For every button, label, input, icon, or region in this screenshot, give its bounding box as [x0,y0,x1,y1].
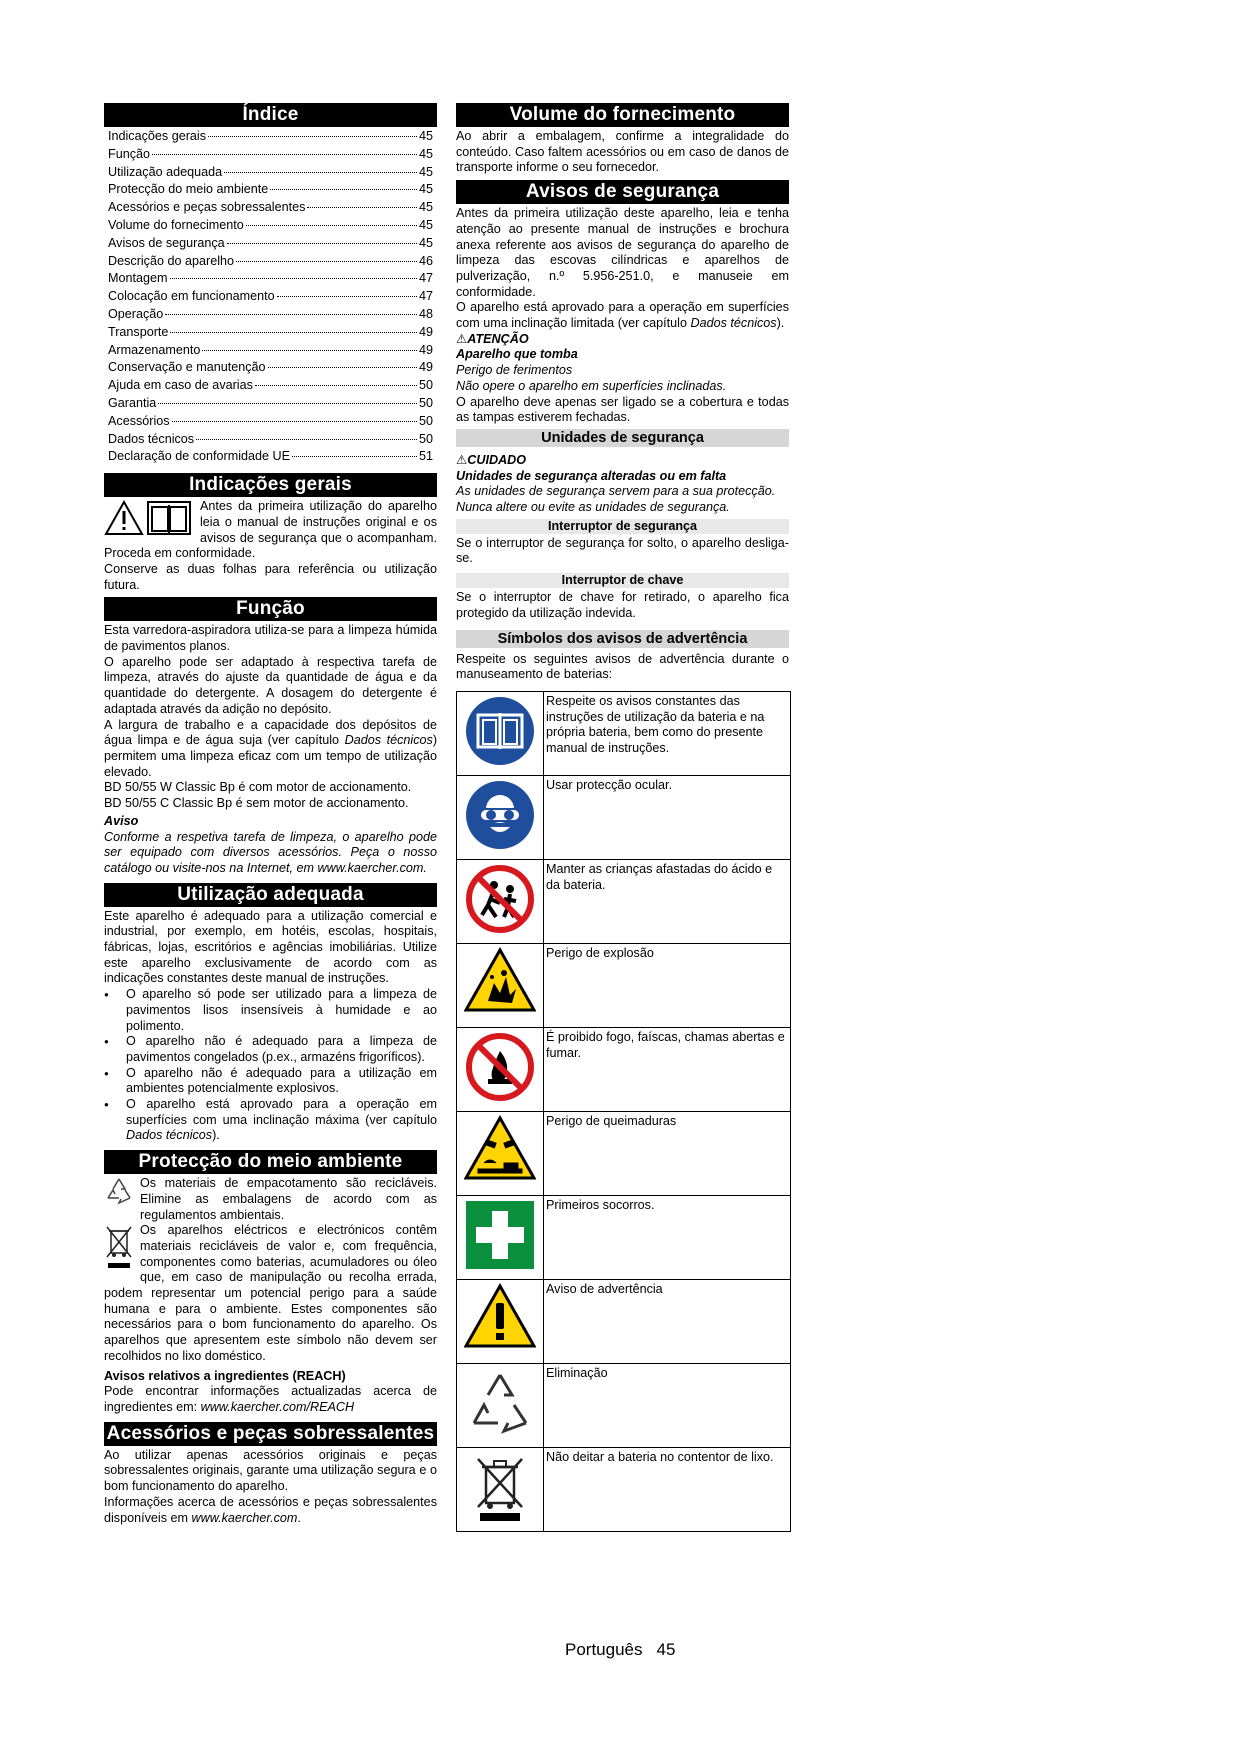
kaercher-link[interactable]: www.kaercher.com [191,1510,298,1525]
symbols-intro: Respeite os seguintes avisos de advertência durante o manuseamento de baterias: [456,651,789,682]
attention-line-2: Não opere o aparelho em superfícies inclinadas. [456,378,727,393]
intended-use-text: Este aparelho é adequado para a utilização comercial e industrial, por exemplo, em hotéis, escolas, hospitais, fábricas, lojas, escritórios e agências imobiliárias. Utilize este aparelho exclusivamente de acordo com as indicações constantes deste manual de instruções. [104,908,437,986]
attention-title: Aparelho que tomba [456,347,578,362]
function-note-text: Conforme a respetiva tarefa de limpeza, o aparelho pode ser equipado com diversos acessórios. Peça o nosso catálogo ou visite-nos na Internet, em www.kaercher.com. [104,829,437,875]
function-text-4: BD 50/55 W Classic Bp é com motor de accionamento. [104,780,412,795]
toc-leader [170,278,417,279]
safety-switch-text: Se o interruptor de segurança for solto, o aparelho desliga-se. [456,535,789,566]
warning-icon [457,1279,544,1363]
toc-entry[interactable] [108,396,433,414]
safety-text-2a: O aparelho está aprovado para a operação em superfícies com uma inclinação limitada (ver capítulo [456,300,789,331]
function-text-3 [104,718,437,781]
toc-entry-page: 49 [418,342,433,357]
caution-label [456,453,789,469]
toc-entry-label: Montagem [108,271,168,286]
symbol-description: Aviso de advertência [544,1279,791,1363]
table-row [457,1027,791,1111]
accessories-text-1: Ao utilizar apenas acessórios originais e peças sobressalentes originais, garante uma utilização segura e o bom funcionamento do aparelho. [104,1447,437,1494]
reach-text [104,1384,437,1415]
symbol-description: É proibido fogo, faíscas, chamas abertas e fumar. [544,1027,791,1111]
toc-entry-label: Utilização adequada [108,164,223,179]
toc-entry-label: Descrição do aparelho [108,253,235,268]
left-column [104,103,437,1526]
toc-entry-page: 48 [418,306,433,321]
toc-entry-page: 45 [418,235,433,250]
recycling-icon [104,1176,134,1211]
crossed-bin-icon [104,1223,134,1279]
symbol-description: Perigo de explosão [544,943,791,1027]
toc-entry-label: Armazenamento [108,342,201,357]
page-number: 45 [656,1640,676,1659]
toc-entry-label: Avisos de segurança [108,235,225,250]
environment-heading: Protecção do meio ambiente [104,1150,437,1174]
toc-entry-page: 45 [418,146,433,161]
caution-line-1: As unidades de segurança servem para a sua protecção. [456,484,776,499]
page-footer [565,1640,689,1660]
delivery-text: Ao abrir a embalagem, confirme a integralidade do conteúdo. Caso faltem acessórios ou em caso de danos de transporte informe o seu fornecedor. [456,129,789,175]
toc-heading: Índice [104,103,437,127]
general-block [104,499,437,593]
toc-entry-label: Acessórios [108,413,170,428]
first-aid-icon [457,1195,544,1279]
toc-leader [292,456,417,457]
general-text-2: Conserve as duas folhas para referência ou utilização futura. [104,561,437,592]
toc-entry-page: 46 [418,253,433,268]
toc-entry[interactable] [108,147,433,165]
toc-leader [227,243,417,244]
toc-entry[interactable] [108,307,433,325]
toc-entry-page: 45 [418,182,433,197]
safety-switch-heading: Interruptor de segurança [456,519,789,534]
reach-link[interactable]: www.kaercher.com/REACH [200,1400,355,1414]
toc-leader [172,421,417,422]
toc-entry[interactable] [108,449,433,467]
safety-text-2b: ). [776,316,785,331]
function-text-3b: ) permitem uma limpeza eficaz com um tempo de utilização elevado. [104,733,438,779]
toc-entry-label: Transporte [108,324,169,339]
toc-entry-page: 45 [418,200,433,215]
function-text-1: Esta varredora-aspiradora utiliza-se para a limpeza húmida de pavimentos planos. [104,623,437,654]
table-row [457,691,791,775]
toc-entry[interactable] [108,360,433,378]
accessories-text-2b: . [297,1510,301,1525]
toc-entry[interactable] [108,236,433,254]
toc-entry[interactable] [108,289,433,307]
environment-block-1 [104,1176,437,1223]
toc-entry[interactable] [108,254,433,272]
toc-entry[interactable] [108,218,433,236]
table-row [457,943,791,1027]
symbols-heading: Símbolos dos avisos de advertência [456,630,789,648]
footer-language: Português [565,1640,643,1659]
toc-entry-label: Ajuda em caso de avarias [108,378,253,393]
safety-heading: Avisos de segurança [456,180,789,204]
toc-entry[interactable] [108,432,433,450]
list-item: ● O aparelho só pode ser utilizado para a limpeza de pavimentos lisos insensíveis à humidade e ao polimento. [104,987,437,1034]
table-of-contents [104,129,437,467]
symbol-description: Eliminação [544,1363,791,1447]
toc-entry-page: 47 [418,289,433,304]
attention-label-text: ATENÇÃO [467,331,529,346]
toc-leader [236,261,417,262]
eye-protection-icon [457,775,544,859]
toc-leader [165,314,417,315]
symbol-description: Não deitar a bateria no contentor de lixo. [544,1447,791,1531]
toc-entry-page: 45 [418,217,433,232]
caution-label-text: CUIDADO [467,452,527,467]
crossed-bin-icon [457,1447,544,1531]
toc-leader [255,385,417,386]
explosion-danger-icon [457,943,544,1027]
warning-symbols-table [456,691,791,1532]
right-column [456,103,789,1532]
toc-entry-label: Protecção do meio ambiente [108,182,269,197]
symbol-description: Primeiros socorros. [544,1195,791,1279]
toc-entry-label: Colocação em funcionamento [108,289,275,304]
environment-text-2: Os aparelhos eléctricos e electrónicos contêm materiais recicláveis de valor e, com frequência, componentes como baterias, acumuladores ou óleo que, em caso de manipulação ou recolha errada, podem representar um potencial perigo para a saúde humana e para o ambiente. Estes componentes são necessários para o bom funcionamento do aparelho. Os aparelhos que apresentem este símbolo não devem ser recolhidos no lixo doméstico. [104,1223,437,1363]
environment-block-2 [104,1223,437,1364]
toc-entry-page: 45 [418,164,433,179]
warning-triangle-icon: ⚠ [456,452,468,467]
environment-text-1: Os materiais de empacotamento são recicláveis. Elimine as embalagens de acordo com as regulamentos ambientais. [140,1176,437,1222]
delivery-heading: Volume do fornecimento [456,103,789,127]
toc-entry-page: 49 [418,360,433,375]
reach-title: Avisos relativos a ingredientes (REACH) [104,1368,346,1383]
attention-line-1: Perigo de ferimentos [456,363,573,378]
list-item: ● O aparelho não é adequado para a utilização em ambientes potencialmente explosivos. [104,1066,437,1097]
table-row [457,775,791,859]
warning-manual-icon [104,499,194,542]
toc-leader [224,172,417,173]
toc-entry-page: 50 [418,378,433,393]
toc-entry-page: 50 [418,395,433,410]
toc-leader [208,136,417,137]
key-switch-text: Se o interruptor de chave for retirado, o aparelho fica protegido da utilização indevida. [456,590,789,620]
intended-use-list [104,987,437,1097]
key-switch-heading: Interruptor de chave [456,573,789,588]
toc-entry-label: Conservação e manutenção [108,360,266,375]
toc-entry-label: Dados técnicos [108,431,195,446]
attention-label [456,332,789,348]
toc-entry-page: 45 [418,129,433,143]
function-text-2: O aparelho pode ser adaptado à respectiva tarefa de limpeza, através do ajuste da quantidade de água e da quantidade do detergente. A dosagem do detergente é adaptada através da adição no depósito. [104,654,437,716]
symbol-description: Manter as crianças afastadas do ácido e da bateria. [544,859,791,943]
safety-text-1: Antes da primeira utilização deste aparelho, leia e tenha atenção ao presente manual de instruções e brochura anexa referente aos avisos de segurança do aparelho de limpeza das escovas cilíndricas e aparelhos de pulverização, n.º 5.956-251.0, e manuseie em conformidade. [456,206,789,299]
list-item [104,1097,437,1144]
caution-title: Unidades de segurança alteradas ou em falta [456,468,727,483]
toc-leader [202,350,417,351]
toc-entry[interactable] [108,200,433,218]
table-row [457,1279,791,1363]
toc-entry[interactable] [108,165,433,183]
toc-leader [270,189,417,190]
symbol-description: Usar protecção ocular. [544,775,791,859]
list-item: ● O aparelho não é adequado para a limpeza de pavimentos congelados (p.ex., armazéns frigoríficos). [104,1034,437,1065]
toc-leader [196,439,417,440]
toc-entry-label: Volume do fornecimento [108,217,244,232]
function-note-title: Aviso [104,813,139,828]
read-manual-icon [457,691,544,775]
toc-entry-page: 50 [418,413,433,428]
toc-entry-page: 50 [418,431,433,446]
toc-leader [170,332,417,333]
function-ref: Dados técnicos [344,733,433,748]
recycling-icon [457,1363,544,1447]
toc-leader [152,154,417,155]
toc-entry[interactable] [108,414,433,432]
symbol-description: Respeite os avisos constantes das instruções de utilização da bateria e na própria bateria, bem como do presente manual de instruções. [544,691,791,775]
function-text-5: BD 50/55 C Classic Bp é sem motor de accionamento. [104,796,409,811]
toc-entry-page: 49 [418,324,433,339]
intended-use-heading: Utilização adequada [104,883,437,907]
toc-entry-page: 47 [418,271,433,286]
function-heading: Função [104,597,437,621]
symbol-description: Perigo de queimaduras [544,1111,791,1195]
corrosive-icon [457,1111,544,1195]
keep-children-away-icon [457,859,544,943]
accessories-text-2a: Informações acerca de acessórios e peças sobressalentes disponíveis em [104,1494,437,1525]
toc-entry[interactable] [108,378,433,396]
safety-text-3: O aparelho deve apenas ser ligado se a cobertura e todas as tampas estiverem fechadas. [456,394,789,425]
toc-leader [268,367,417,368]
toc-entry[interactable] [108,182,433,200]
reach-text-a: Pode encontrar informações actualizadas acerca de ingredientes em: [104,1384,437,1414]
toc-entry-label: Função [108,146,151,161]
toc-entry-label: Garantia [108,395,157,410]
function-text-3a: A largura de trabalho e a capacidade dos depósitos de água limpa e de água suja (ver capítulo [104,717,437,748]
toc-entry[interactable] [108,271,433,289]
accessories-text-2 [104,1495,437,1526]
toc-entry[interactable] [108,129,433,147]
general-heading: Indicações gerais [104,473,437,497]
toc-leader [307,207,417,208]
safety-ref: Dados técnicos [690,316,777,331]
toc-entry[interactable] [108,343,433,361]
safety-text-2 [456,300,789,331]
table-row [457,1195,791,1279]
no-fire-icon [457,1027,544,1111]
intended-last-b: ). [212,1128,220,1143]
general-text-1: Antes da primeira utilização do aparelho leia o manual de instruções original e os avisos de segurança que o acompanham. Proceda em conformidade. [104,499,437,561]
warning-triangle-icon: ⚠ [456,331,468,346]
toc-entry[interactable] [108,325,433,343]
toc-entry-label: Declaração de conformidade UE [108,449,291,464]
intended-last-ref: Dados técnicos [126,1128,213,1143]
safety-units-heading: Unidades de segurança [456,429,789,447]
toc-entry-label: Indicações gerais [108,129,207,143]
table-row [457,859,791,943]
caution-line-2: Nunca altere ou evite as unidades de segurança. [456,500,730,515]
toc-leader [277,296,417,297]
intended-use-list-last [104,1097,437,1144]
toc-entry-label: Acessórios e peças sobressalentes [108,200,306,215]
accessories-heading: Acessórios e peças sobressalentes [104,1422,437,1446]
intended-last-a: O aparelho está aprovado para a operação em superfícies com uma inclinação máxima (ver capítulo [126,1097,437,1127]
toc-entry-page: 51 [418,449,433,464]
table-row [457,1447,791,1531]
table-row [457,1111,791,1195]
toc-leader [158,403,417,404]
toc-entry-label: Operação [108,306,164,321]
toc-leader [246,225,417,226]
table-row [457,1363,791,1447]
